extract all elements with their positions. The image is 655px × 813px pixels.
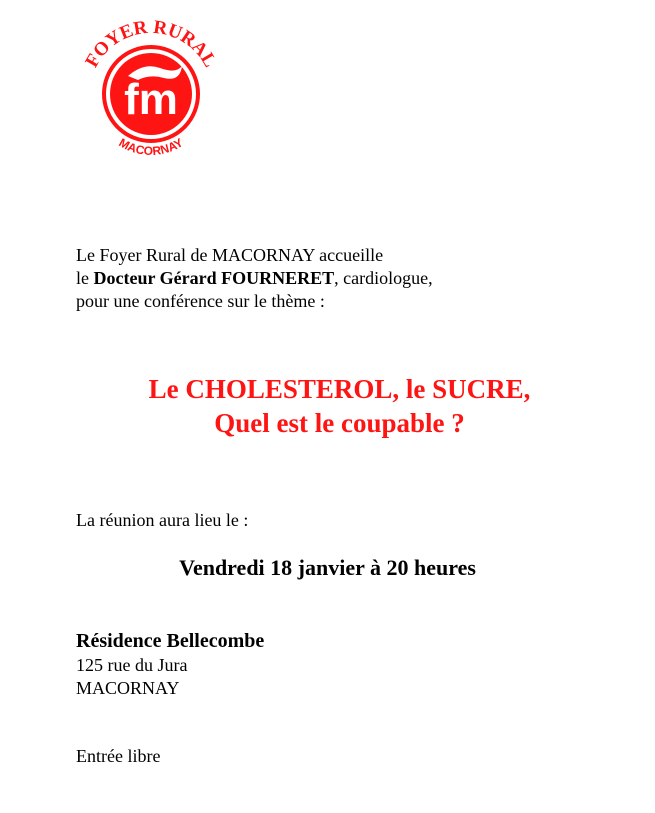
entry-note: Entrée libre [76, 746, 161, 766]
conference-title-line-2: Quel est le coupable ? [214, 408, 465, 438]
venue-town: MACORNAY [76, 678, 180, 698]
intro-line-1: Le Foyer Rural de MACORNAY accueille [76, 245, 384, 265]
conference-title-line-1: Le CHOLESTEROL, le SUCRE, [148, 374, 531, 404]
intro-line-2: le Docteur Gérard FOURNERET, cardiologue, [76, 268, 433, 288]
venue-address [76, 628, 264, 700]
meeting-date: Vendredi 18 janvier à 20 heures [179, 555, 476, 580]
venue-street: 125 rue du Jura [76, 655, 188, 675]
logo-monogram: fm [124, 75, 178, 124]
meeting-intro: La réunion aura lieu le : [76, 510, 249, 530]
logo-top-text: FOYER RURAL [81, 16, 221, 71]
venue-name: Résidence Bellecombe [76, 630, 265, 652]
foyer-rural-logo [76, 16, 226, 166]
intro-paragraph [76, 244, 433, 313]
intro-line-3: pour une conférence sur le thème : [76, 291, 325, 311]
logo-bottom-text: MACORNAY [116, 135, 186, 159]
speaker-name: Docteur Gérard FOURNERET [93, 268, 335, 288]
conference-title [0, 372, 655, 440]
